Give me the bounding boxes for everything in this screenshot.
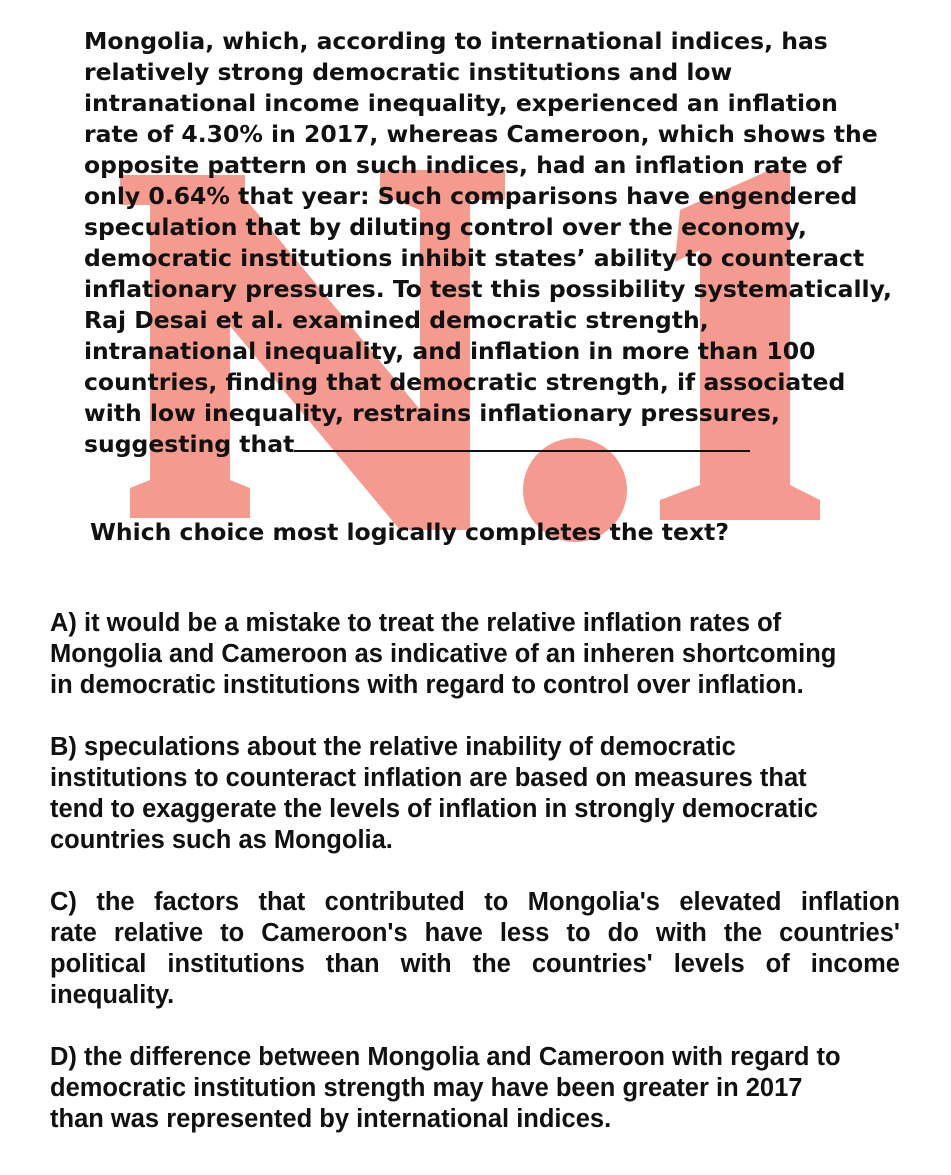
passage-line: intranational income inequality, experienced an inflation xyxy=(84,89,838,117)
passage-line: with low inequality, restrains inflationary pressures, xyxy=(84,399,780,427)
choice-line: than was represented by international indices. xyxy=(50,1105,612,1133)
choice-line: in democratic institutions with regard to control over inflation. xyxy=(50,671,804,699)
passage-line: speculation that by diluting control over the economy, xyxy=(84,213,807,241)
passage-line: inflationary pressures. To test this possibility systematically, xyxy=(84,275,892,303)
passage-line: democratic institutions inhibit states’ ability to counteract xyxy=(84,244,865,272)
choice-c[interactable] xyxy=(50,887,900,1011)
passage-line: Raj Desai et al. examined democratic strength, xyxy=(84,306,709,334)
passage-line: opposite pattern on such indices, had an inflation rate of xyxy=(84,151,843,179)
choice-letter: D) xyxy=(50,1043,77,1071)
answer-blank xyxy=(294,430,750,452)
choice-line: tend to exaggerate the levels of inflation in strongly democratic xyxy=(50,795,818,823)
question-prompt: Which choice most logically completes the text? xyxy=(90,518,729,546)
choice-text: it would be a mistake to treat the relative inflation rates of xyxy=(84,609,782,637)
passage-line: Mongolia, which, according to international indices, has xyxy=(84,27,828,55)
choice-a[interactable] xyxy=(50,608,900,701)
choice-line xyxy=(50,1042,900,1073)
choice-d[interactable] xyxy=(50,1042,900,1135)
choice-line: countries such as Mongolia. xyxy=(50,826,393,854)
passage-line: countries, finding that democratic strength, if associated xyxy=(84,368,846,396)
choice-b[interactable] xyxy=(50,732,900,856)
passage-line-last xyxy=(84,429,884,460)
choice-line: Mongolia and Cameroon as indicative of an inheren shortcoming xyxy=(50,640,837,668)
choice-line: political institutions than with the countries' levels of income xyxy=(50,950,900,978)
choice-letter: A) xyxy=(50,609,77,637)
choice-line: inequality. xyxy=(50,981,175,1009)
choice-line: democratic institution strength may have been greater in 2017 xyxy=(50,1074,803,1102)
passage-line: relatively strong democratic institutions and low xyxy=(84,58,733,86)
passage-line: only 0.64% that year: Such comparisons have engendered xyxy=(84,182,858,210)
passage-line: intranational inequality, and inflation in more than 100 xyxy=(84,337,816,365)
passage-line: rate of 4.30% in 2017, whereas Cameroon, which shows the xyxy=(84,120,878,148)
passage-text xyxy=(84,26,892,460)
choice-line xyxy=(50,608,900,639)
choice-text: the difference between Mongolia and Cameroon with regard to xyxy=(84,1043,841,1071)
choice-text: the factors that contributed to Mongolia's elevated inflation xyxy=(96,888,900,916)
choice-line: rate relative to Cameroon's have less to do with the countries' xyxy=(50,919,900,947)
answer-choices xyxy=(50,608,900,1166)
choice-line xyxy=(50,732,900,763)
choice-line xyxy=(50,887,900,918)
passage-line-text: suggesting that xyxy=(84,430,295,458)
choice-letter: B) xyxy=(50,733,77,761)
choice-line: institutions to counteract inflation are based on measures that xyxy=(50,764,807,792)
choice-letter: C) xyxy=(50,888,77,916)
choice-text: speculations about the relative inability of democratic xyxy=(84,733,736,761)
